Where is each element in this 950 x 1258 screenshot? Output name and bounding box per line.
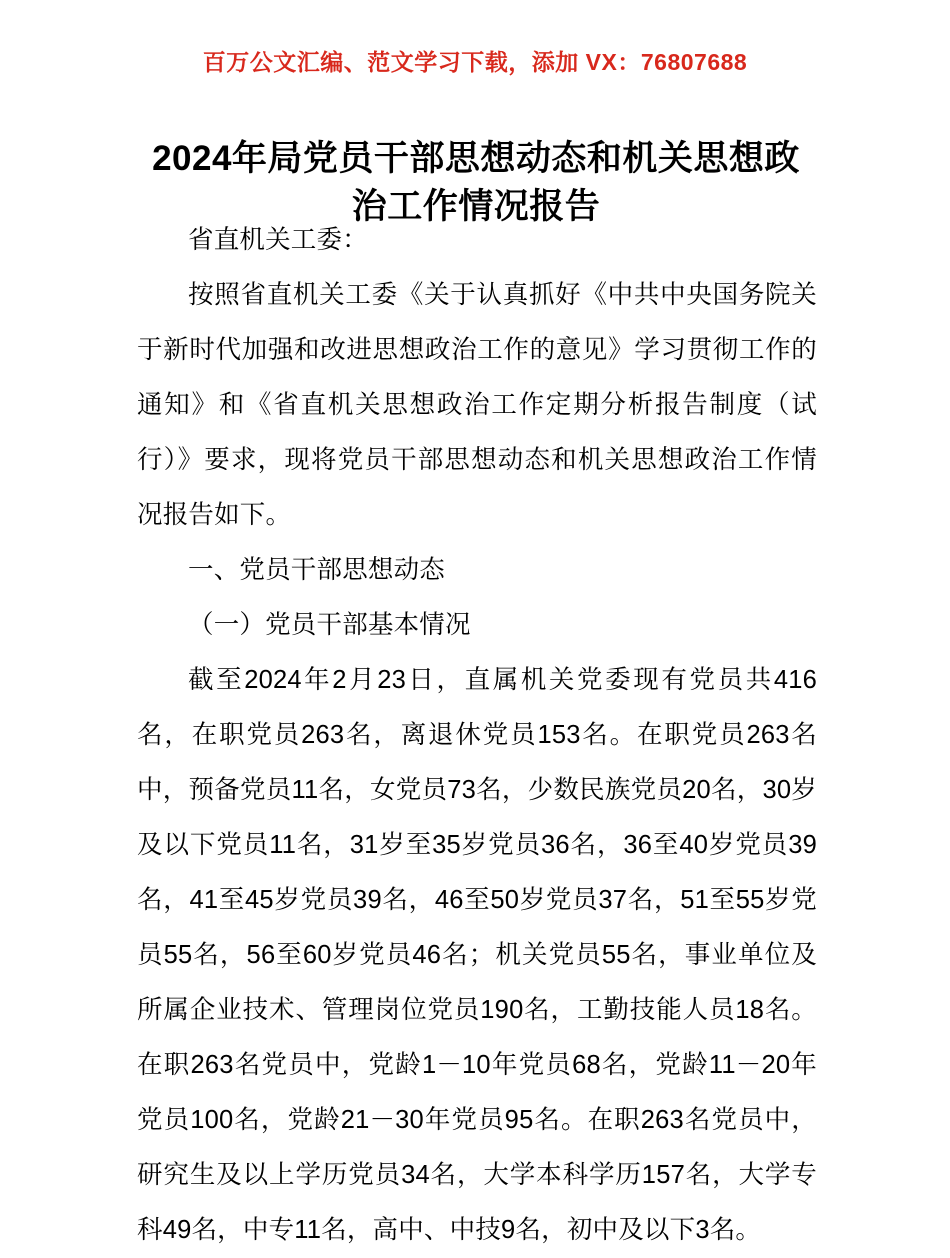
intro-paragraph: 按照省直机关工委《关于认真抓好《中共中央国务院关于新时代加强和改进思想政治工作的意见》学习贯彻工作的通知》和《省直机关思想政治工作定期分析报告制度（试行）》要求，现将党员干部思想动态和机关思想政治工作情况报告如下。 <box>137 281 817 529</box>
page-title: 2024年局党员干部思想动态和机关思想政治工作情况报告 <box>152 139 800 227</box>
document-body <box>137 213 817 1258</box>
salutation: 省直机关工委： <box>188 226 368 254</box>
promo-banner: 百万公文汇编、范文学习下载，添加 VX：76807688 <box>202 49 748 75</box>
section-heading-one: 一、党员干部思想动态 <box>188 556 446 584</box>
statistics-paragraph: 截至2024年2月23日，直属机关党委现有党员共416名，在职党员263名，离退休党员153名。在职党员263名中，预备党员11名，女党员73名，少数民族党员20名，30岁及以下党员11名，31岁至35岁党员36名，36至40岁党员39名，41至45岁党员39名，46至50岁党员37名，51至55岁党员55名，56至60岁党员46名；机关党员55名，事业单位及所属企业技术、管理岗位党员190名，工勤技能人员18名。在职263名党员中，党龄1－10年党员68名，党龄11－20年党员100名，党龄21－30年党员95名。在职263名党员中，研究生及以上学历党员34名，大学本科学历157名，大学专科49名，中专11名，高中、中技9名，初中及以下3名。 <box>137 666 817 1244</box>
subsection-heading-one: （一）党员干部基本情况 <box>188 611 471 639</box>
